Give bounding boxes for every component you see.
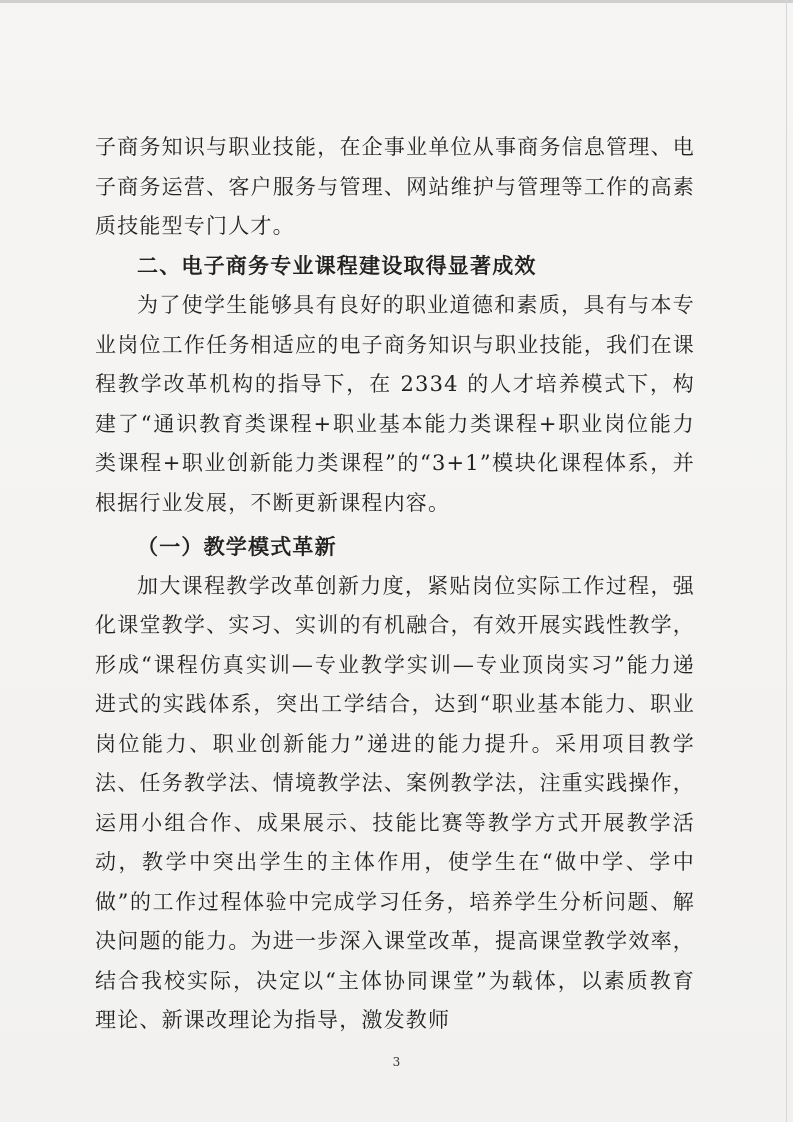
scan-edge-right: [786, 0, 787, 1122]
paragraph-teaching-mode: 加大课程教学改革创新力度，紧贴岗位实际工作过程，强化课堂教学、实习、实训的有机融合，有效开展实践性教学，形成“课程仿真实训—专业教学实训—专业顶岗实习”能力递进式的实践体系，突出工学结合，达到“职业基本能力、职业岗位能力、职业创新能力”递进的能力提升。采用项目教学法、任务教学法、情境教学法、案例教学法，注重实践操作，运用小组合作、成果展示、技能比赛等教学方式开展教学活动，教学中突出学生的主体作用，使学生在“做中学、学中做”的工作过程体验中完成学习任务，培养学生分析问题、解决问题的能力。为进一步深入课堂改革，提高课堂教学效率，结合我校实际，决定以“主体协同课堂”为载体，以素质教育理论、新课改理论为指导，激发教师: [95, 573, 695, 1032]
scan-edge-top: [0, 0, 793, 3]
section-heading: 二、电子商务专业课程建设取得显著成效: [137, 253, 537, 278]
document-body: [95, 128, 695, 1041]
subsection-heading: （一）教学模式革新: [137, 534, 337, 559]
paragraph-course-system: 为了使学生能够具有良好的职业道德和素质，具有与本专业岗位工作任务相适应的电子商务知识与职业技能，我们在课程教学改革机构的指导下，在 2334 的人才培养模式下，构建了“通识教育类课程+职业基本能力类课程+职业岗位能力类课程+职业创新能力类课程”的“3+1”模块化课程体系，并根据行业发展，不断更新课程内容。: [95, 293, 695, 515]
page-number: 3: [392, 1055, 401, 1069]
paragraph-continued: 子商务知识与职业技能，在企事业单位从事商务信息管理、电子商务运营、客户服务与管理、网站维护与管理等工作的高素质技能型专门人才。: [95, 135, 695, 238]
